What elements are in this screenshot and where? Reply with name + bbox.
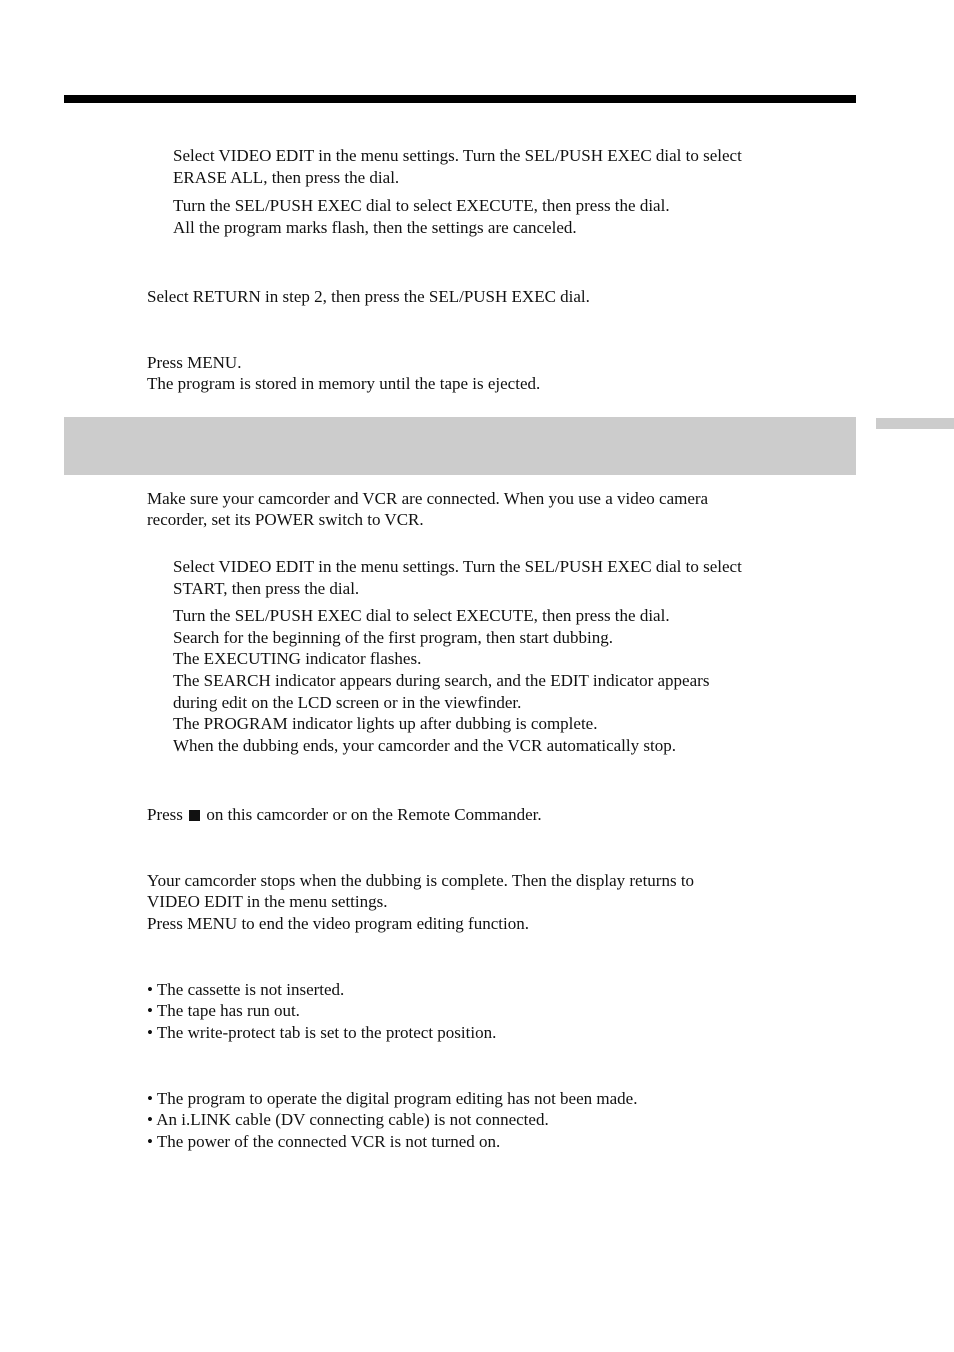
complete-line3: Press MENU to end the video program editing function. bbox=[147, 914, 529, 933]
dubbing-step2-line2: Search for the beginning of the first program, then start dubbing. bbox=[173, 628, 613, 647]
end-line1: Press MENU. bbox=[147, 353, 242, 372]
erase-step1-line2: ERASE ALL, then press the dial. bbox=[173, 168, 400, 187]
bullet-item: • The tape has run out. bbox=[147, 1001, 300, 1020]
stop-text-after: on this camcorder or on the Remote Commander. bbox=[206, 805, 542, 824]
stop-text-before: Press bbox=[147, 805, 183, 824]
section-heading-band bbox=[64, 417, 856, 475]
dubbing-step2-line5: during edit on the LCD screen or in the viewfinder. bbox=[173, 693, 522, 712]
erase-step1-line1: Select VIDEO EDIT in the menu settings. Turn the SEL/PUSH EXEC dial to select bbox=[173, 146, 742, 165]
cancel-text: Select RETURN in step 2, then press the SEL/PUSH EXEC dial. bbox=[147, 287, 590, 306]
stop-icon bbox=[189, 810, 200, 821]
header-rule bbox=[64, 95, 856, 103]
bullet-item: • The cassette is not inserted. bbox=[147, 980, 345, 999]
dubbing-step2-line3: The EXECUTING indicator flashes. bbox=[173, 649, 422, 668]
dubbing-step2-line1: Turn the SEL/PUSH EXEC dial to select EXECUTE, then press the dial. bbox=[173, 606, 670, 625]
complete-line2: VIDEO EDIT in the menu settings. bbox=[147, 892, 388, 911]
bullet-item: • The program to operate the digital program editing has not been made. bbox=[147, 1089, 638, 1108]
bullet-item: • The write-protect tab is set to the protect position. bbox=[147, 1023, 497, 1042]
bullet-item: • The power of the connected VCR is not turned on. bbox=[147, 1132, 501, 1151]
complete-line1: Your camcorder stops when the dubbing is complete. Then the display returns to bbox=[147, 871, 695, 890]
dubbing-step2-line7: When the dubbing ends, your camcorder and the VCR automatically stop. bbox=[173, 736, 676, 755]
dubbing-step1-line1: Select VIDEO EDIT in the menu settings. Turn the SEL/PUSH EXEC dial to select bbox=[173, 557, 742, 576]
erase-step2-line1: Turn the SEL/PUSH EXEC dial to select EXECUTE, then press the dial. bbox=[173, 196, 670, 215]
dubbing-intro-line1: Make sure your camcorder and VCR are connected. When you use a video camera bbox=[147, 489, 709, 508]
dubbing-step1-line2: START, then press the dial. bbox=[173, 579, 360, 598]
dubbing-step2-line6: The PROGRAM indicator lights up after dubbing is complete. bbox=[173, 714, 598, 733]
dubbing-intro-line2: recorder, set its POWER switch to VCR. bbox=[147, 510, 424, 529]
chapter-tab bbox=[876, 418, 954, 429]
end-line2: The program is stored in memory until the tape is ejected. bbox=[147, 374, 541, 393]
stop-text bbox=[147, 804, 542, 826]
bullet-item: • An i.LINK cable (DV connecting cable) is not connected. bbox=[147, 1110, 549, 1129]
dubbing-step2-line4: The SEARCH indicator appears during search, and the EDIT indicator appears bbox=[173, 671, 710, 690]
erase-step2-line2: All the program marks flash, then the settings are canceled. bbox=[173, 218, 577, 237]
